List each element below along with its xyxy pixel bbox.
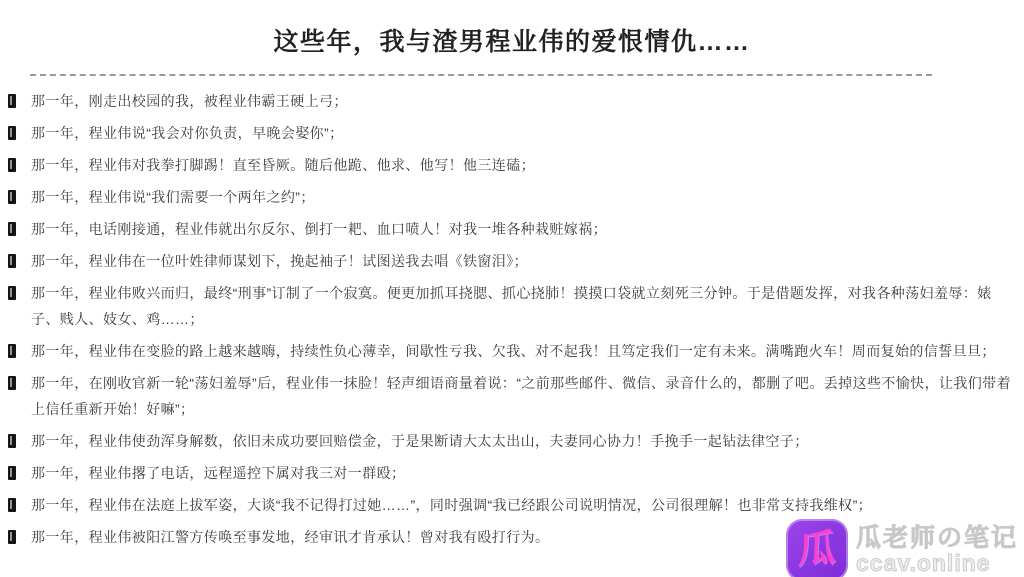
bullet-icon — [8, 190, 16, 204]
list-item — [5, 216, 1012, 242]
list-item-text: 那一年，程业伟说“我会对你负责，早晚会娶你”； — [31, 125, 344, 141]
list-item-text: 那一年，程业伟在一位叶姓律师谋划下，挽起袖子！试图送我去唱《铁窗泪》； — [31, 253, 528, 269]
bullet-slit — [10, 436, 12, 445]
bullet-icon — [8, 126, 16, 140]
list-item — [5, 184, 1012, 210]
dashed-divider — [30, 74, 932, 76]
melon-icon: 瓜 — [797, 527, 837, 573]
list-item — [5, 460, 1012, 486]
list-item — [5, 370, 1012, 422]
list-item-text: 那一年，程业伟说“我们需要一个两年之约”； — [31, 189, 315, 205]
bullet-slit — [10, 346, 12, 355]
list-item — [5, 280, 1012, 332]
bullet-slit — [10, 128, 12, 137]
list-item — [5, 524, 1012, 550]
bullet-icon — [8, 254, 16, 268]
watermark-title: 瓜老师の笔记 — [855, 523, 1018, 552]
list-item-text: 那一年，在刚收官新一轮“荡妇羞辱”后，程业伟一抹脸！轻声细语商量着说：“之前那些邮件、微信、录音什么的，都删了吧。丢掉这些不愉快，让我们带着上信任重新开始！好嘛”； — [31, 375, 1011, 417]
bullet-slit — [10, 256, 12, 265]
bullet-icon — [8, 530, 16, 544]
list-item-text: 那一年，程业伟撂了电话，远程遥控下属对我三对一群殴； — [31, 465, 406, 481]
page-title: 这些年，我与渣男程业伟的爱恨情仇…… — [273, 28, 751, 56]
list-item — [5, 120, 1012, 146]
list-item — [5, 88, 1012, 114]
list-item-text: 那一年，程业伟被阳江警方传唤至事发地，经审讯才肯承认！曾对我有殴打行为。 — [31, 529, 550, 545]
list-item-text: 那一年，电话刚接通，程业伟就出尔反尔、倒打一耙、血口喷人！对我一堆各种栽赃嫁祸； — [31, 221, 607, 237]
bullet-icon — [8, 434, 16, 448]
list-item-text: 那一年，程业伟在法庭上拔军姿，大谈“我不记得打过她……”，同时强调“我已经跟公司说明情况，公司很理解！也非常支持我维权”； — [31, 497, 873, 513]
list-item-text: 那一年，程业伟在变脸的路上越来越嗨，持续性负心薄幸，间歇性亏我、欠我、对不起我！且笃定我们一定有未来。满嘴跑火车！周而复始的信誓旦旦； — [31, 343, 996, 359]
list-item-text: 那一年，程业伟对我拳打脚踢！直至昏厥。随后他跪、他求、他写！他三连磕； — [31, 157, 535, 173]
bullet-icon — [8, 94, 16, 108]
bullet-icon — [8, 286, 16, 300]
list-item — [5, 248, 1012, 274]
list-item — [5, 492, 1012, 518]
bullet-icon — [8, 222, 16, 236]
bullet-slit — [10, 224, 12, 233]
bullet-slit — [10, 378, 12, 387]
item-list — [0, 88, 1024, 550]
bullet-icon — [8, 498, 16, 512]
bullet-icon — [8, 376, 16, 390]
bullet-slit — [10, 500, 12, 509]
list-item-text: 那一年，程业伟使劲浑身解数，依旧未成功要回赔偿金，于是果断请大太太出山，夫妻同心协力！手挽手一起钻法律空子； — [31, 433, 809, 449]
bullet-icon — [8, 158, 16, 172]
bullet-icon — [8, 466, 16, 480]
list-item-text: 那一年，程业伟败兴而归，最终“刑事”订制了一个寂寞。便更加抓耳挠腮、抓心挠肺！摸摸口袋就立刻死三分钟。于是借题发挥，对我各种荡妇羞辱：婊子、贱人、妓女、鸡……； — [31, 285, 992, 327]
bullet-slit — [10, 192, 12, 201]
list-item-text: 那一年，刚走出校园的我，被程业伟霸王硬上弓； — [31, 93, 348, 109]
bullet-slit — [10, 96, 12, 105]
bullet-slit — [10, 288, 12, 297]
list-item — [5, 428, 1012, 454]
list-item — [5, 338, 1012, 364]
bullet-slit — [10, 160, 12, 169]
bullet-icon — [8, 344, 16, 358]
bullet-slit — [10, 468, 12, 477]
watermark-url: ccav.online — [855, 550, 991, 577]
list-item — [5, 152, 1012, 178]
bullet-slit — [10, 532, 12, 541]
